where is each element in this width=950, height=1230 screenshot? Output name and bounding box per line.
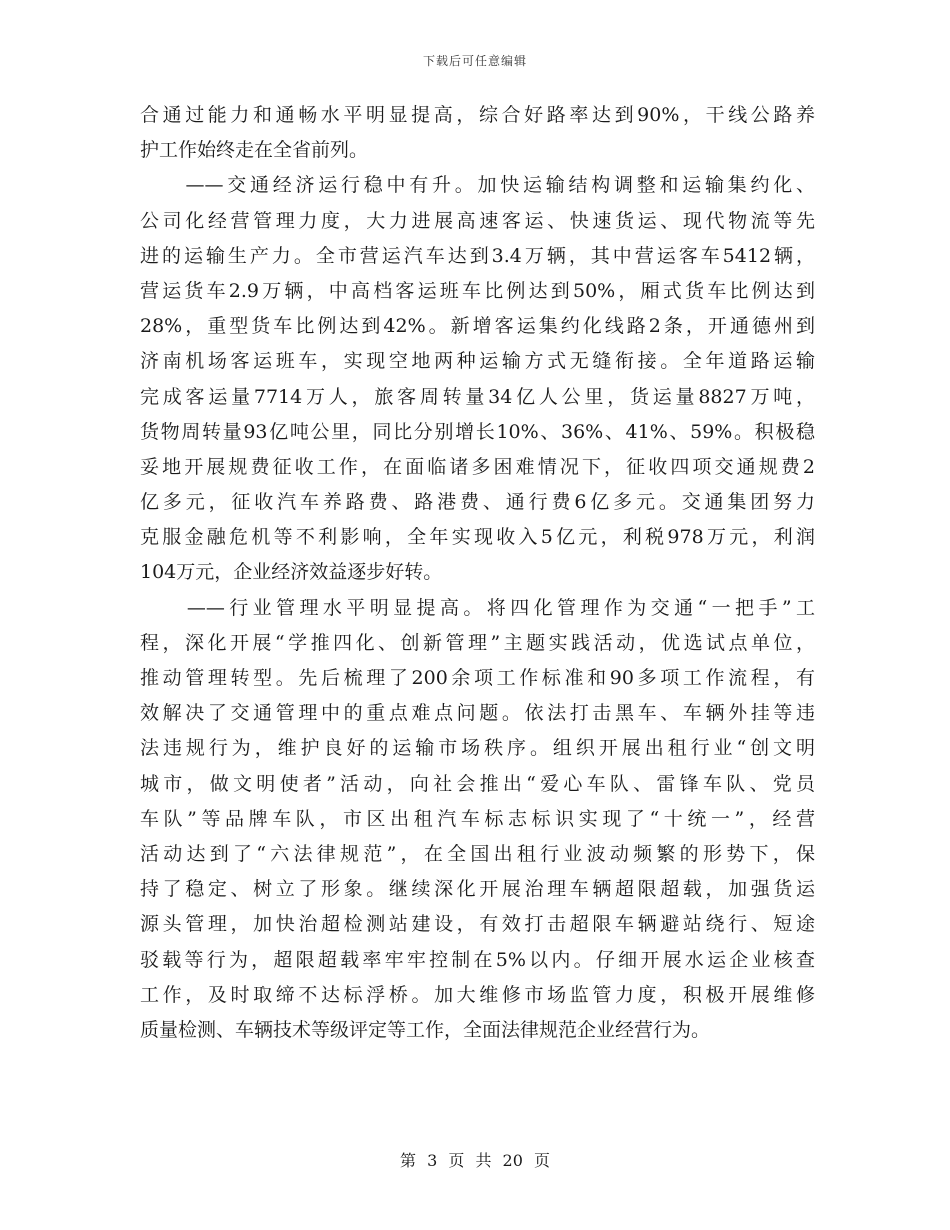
paragraph-2 <box>140 168 815 590</box>
page-header: 下载后可任意编辑 <box>422 54 527 68</box>
paragraph-3 <box>140 591 815 1048</box>
text-line: 营运货车2.9万辆，中高档客运班车比例达到50%，厢式货车比例达到 <box>140 279 815 302</box>
text-line: ——交通经济运行稳中有升。加快运输结构调整和运输集约化、 <box>140 174 815 197</box>
document-body <box>140 98 815 1048</box>
text-line: 城市，做文明使者”活动，向社会推出“爱心车队、雷锋车队、党员 <box>140 772 815 795</box>
text-line: 活动达到了“六法律规范”，在全国出租行业波动频繁的形势下，保 <box>140 842 815 865</box>
text-line: 工作，及时取缔不达标浮桥。加大维修市场监管力度，积极开展维修 <box>140 983 815 1006</box>
text-line: 104万元，企业经济效益逐步好转。 <box>140 561 443 584</box>
text-line: 亿多元，征收汽车养路费、路港费、通行费6亿多元。交通集团努力 <box>140 491 815 514</box>
text-line: 妥地开展规费征收工作，在面临诸多困难情况下，征收四项交通规费2 <box>140 455 815 478</box>
text-line: 货物周转量93亿吨公里，同比分别增长10%、36%、41%、59%。积极稳 <box>140 420 815 443</box>
text-line: 源头管理，加快治超检测站建设，有效打击超限车辆避站绕行、短途 <box>140 913 815 936</box>
paragraph-1 <box>140 98 815 168</box>
text-line: 质量检测、车辆技术等级评定等工作，全面法律规范企业经营行为。 <box>140 1018 711 1041</box>
text-line: 完成客运量7714万人，旅客周转量34亿人公里，货运量8827万吨， <box>140 385 815 408</box>
text-line: 推动管理转型。先后梳理了200余项工作标准和90多项工作流程，有 <box>140 667 815 689</box>
text-line: 济南机场客运班车，实现空地两种运输方式无缝衔接。全年道路运输 <box>140 350 815 373</box>
text-line: 进的运输生产力。全市营运汽车达到3.4万辆，其中营运客车5412辆， <box>140 244 815 267</box>
text-line: 28%，重型货车比例达到42%。新增客运集约化线路2条，开通德州到 <box>140 315 815 338</box>
text-line: 护工作始终走在全省前列。 <box>140 139 369 162</box>
text-line: 公司化经营管理力度，大力进展高速客运、快速货运、现代物流等先 <box>140 209 815 232</box>
text-line: 法违规行为，维护良好的运输市场秩序。组织开展出租行业“创文明 <box>140 737 815 760</box>
text-line: 克服金融危机等不利影响，全年实现收入5亿元，利税978万元，利润 <box>140 526 815 549</box>
text-line: 效解决了交通管理中的重点难点问题。依法打击黑车、车辆外挂等违 <box>140 702 815 725</box>
text-line: 驳载等行为，超限超载率牢牢控制在5%以内。仔细开展水运企业核查 <box>140 948 815 971</box>
text-line: 持了稳定、树立了形象。继续深化开展治理车辆超限超载，加强货运 <box>140 878 815 901</box>
text-line: 合通过能力和通畅水平明显提高，综合好路率达到90%，干线公路养 <box>140 104 815 126</box>
text-line: 程，深化开展“学推四化、创新管理”主题实践活动，优选试点单位， <box>140 631 815 654</box>
text-line: ——行业管理水平明显提高。将四化管理作为交通“一把手”工 <box>140 596 815 619</box>
page-number-footer: 第 3 页 共 20 页 <box>400 1151 550 1170</box>
text-line: 车队”等品牌车队，市区出租汽车标志标识实现了“十统一”，经营 <box>140 807 815 830</box>
